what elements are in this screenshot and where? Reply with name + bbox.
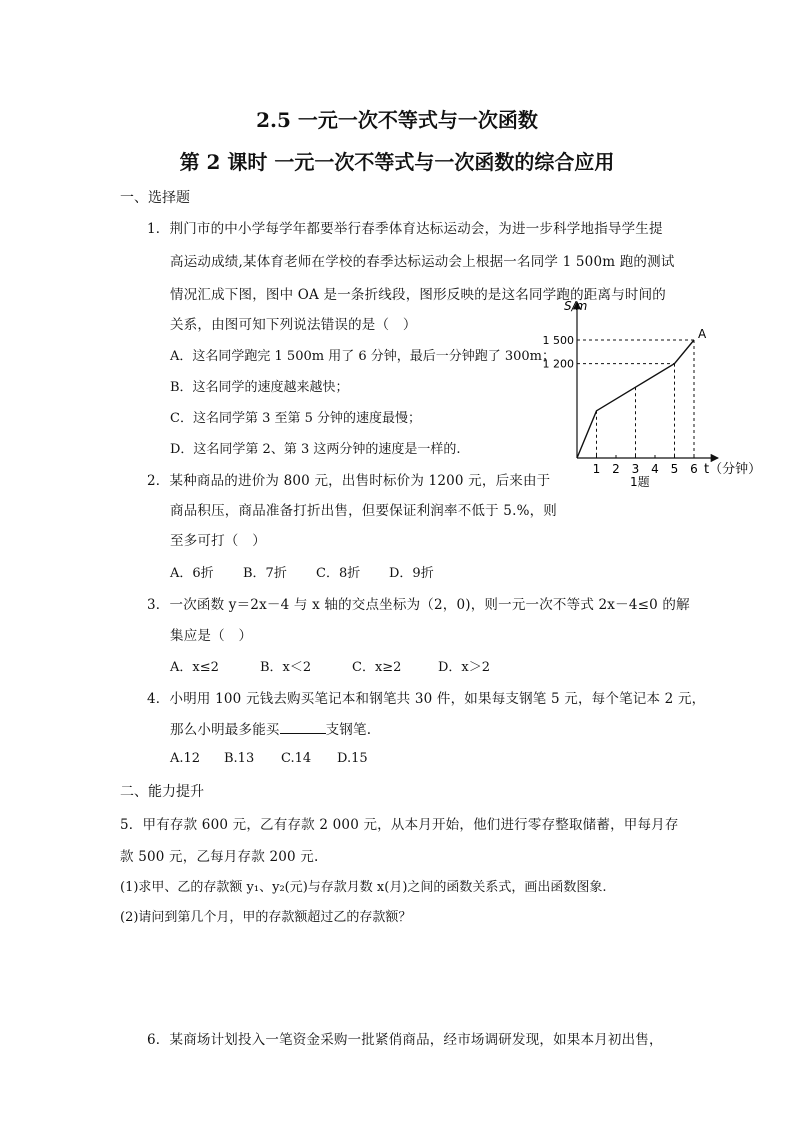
page-title: 2.5 一元一次不等式与一次函数 [256, 108, 538, 132]
x-tick-label: 6 [690, 462, 698, 476]
q4-option-c: C.14 [281, 751, 312, 766]
q4-line2-start: 那么小明最多能买 [170, 722, 280, 738]
q3-line1: 3．一次函数 y＝2x－4 与 x 轴的交点坐标为（2，0)，则一元一次不等式 2x－4≤0 的解 [147, 597, 690, 613]
q3-option-c: C．x≥2 [352, 660, 402, 675]
q4-line2-end: 支钢笔. [325, 722, 372, 738]
q1-option-c: C．这名同学第 3 至第 5 分钟的速度最慢； [170, 411, 422, 426]
q1-line1: 1．荆门市的中小学每学年都要举行春季体育达标运动会，为进一步科学地指导学生提 [147, 221, 663, 237]
q4-option-a: A.12 [170, 751, 201, 766]
q6-line1: 6．某商场计划投入一笔资金采购一批紧俏商品，经市场调研发现，如果本月初出售， [147, 1032, 663, 1048]
y-tick-label: 1 500 [542, 334, 574, 347]
q2-option-b: B．7折 [243, 566, 287, 581]
q4-answer-blank [280, 721, 326, 734]
section-ability-heading: 二、能力提升 [120, 784, 204, 800]
section-choice-heading: 一、选择题 [120, 190, 190, 206]
q1-line3: 情况汇成下图，图中 OA 是一条折线段，图形反映的是这名同学跑的距离与时间的 [170, 287, 666, 303]
q4-option-d: D.15 [337, 751, 368, 766]
q1-option-a: A．这名同学跑完 1 500m 用了 6 分钟，最后一分钟跑了 300m； [170, 349, 556, 364]
distance-series-line [577, 340, 694, 458]
q4-option-b: B.13 [224, 751, 255, 766]
q5-line2: 款 500 元，乙每月存款 200 元. [120, 849, 319, 865]
q1-option-b: B．这名同学的速度越来越快； [170, 380, 349, 395]
q1-line4: 关系，由图可知下列说法错误的是（ ） [170, 317, 417, 333]
q1-distance-time-chart [528, 296, 778, 492]
x-tick-label: 3 [631, 462, 640, 476]
q4-line2 [170, 718, 371, 738]
q5-part2: (2)请问到第几个月，甲的存款额超过乙的存款额？ [120, 910, 412, 925]
y-tick-label: 1 200 [542, 357, 574, 371]
q3-option-b: B．x＜2 [260, 660, 312, 675]
q1-line2: 高运动成绩,某体育老师在学校的春季达标运动会上根据一名同学 1 500m 跑的测试 [170, 254, 675, 270]
q2-line1: 2．某种商品的进价为 800 元，出售时标价为 1200 元，后来由于 [147, 473, 551, 489]
x-tick-label: 2 [612, 462, 620, 476]
x-tick-label: 1 [592, 462, 601, 476]
point-a-label: A [698, 327, 707, 341]
q2-line3: 至多可打（ ） [170, 533, 266, 549]
y-axis-label: S/m [564, 299, 588, 313]
q5-part1: (1)求甲、乙的存款额 y₁、y₂(元)与存款月数 x(月)之间的函数关系式，画出函数图象. [120, 880, 607, 895]
q2-option-d: D．9折 [389, 566, 434, 581]
q3-option-d: D．x＞2 [438, 660, 491, 675]
x-axis-label: t（分钟） [704, 462, 762, 477]
q2-option-c: C．8折 [316, 566, 361, 581]
q3-option-a: A．x≤2 [170, 660, 219, 675]
q1-option-d: D．这名同学第 2、第 3 这两分钟的速度是一样的. [170, 442, 461, 457]
x-tick-label: 5 [670, 462, 679, 476]
page-subtitle: 第 2 课时 一元一次不等式与一次函数的综合应用 [179, 150, 615, 174]
q5-line1: 5．甲有存款 600 元，乙有存款 2 000 元，从本月开始，他们进行零存整取储蓄，甲每月存 [120, 817, 679, 833]
x-tick-label: 4 [651, 462, 659, 476]
chart-caption: 1题 [630, 475, 650, 489]
q2-option-a: A．6折 [170, 566, 214, 581]
q2-line2: 商品积压，商品准备打折出售，但要保证利润率不低于 5.%，则 [170, 503, 557, 519]
q4-line1: 4．小明用 100 元钱去购买笔记本和钢笔共 30 件，如果每支钢笔 5 元，每个笔记本 2 元， [147, 691, 706, 707]
q3-line2: 集应是（ ） [170, 628, 253, 644]
